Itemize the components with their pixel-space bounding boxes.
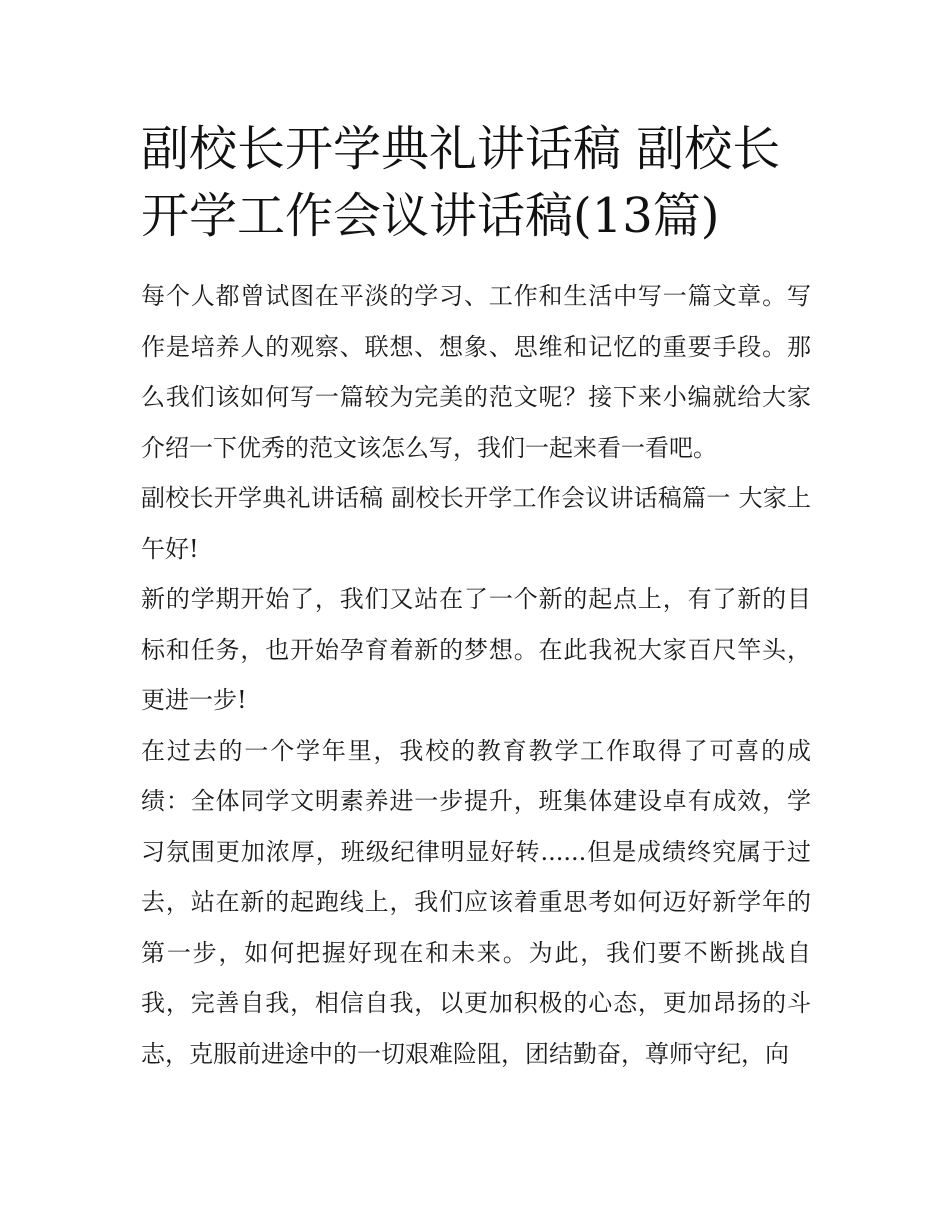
body-paragraph: 新的学期开始了，我们又站在了一个新的起点上，有了新的目标和任务，也开始孕育着新的梦想。在此我祝大家百尺竿头，更进一步! xyxy=(141,585,811,714)
section-heading-paragraph: 副校长开学典礼讲话稿 副校长开学工作会议讲话稿篇一 大家上午好! xyxy=(141,484,811,563)
document-body xyxy=(141,116,811,1079)
document-title: 副校长开学典礼讲话稿 副校长开学工作会议讲话稿(13篇) xyxy=(141,121,781,244)
intro-paragraph: 每个人都曾试图在平淡的学习、工作和生活中写一篇文章。写作是培养人的观察、联想、想象、思维和记忆的重要手段。那么我们该如何写一篇较为完美的范文呢？接下来小编就给大家介绍一下优秀的范文该怎么写，我们一起来看一看吧。 xyxy=(141,282,811,462)
body-paragraph: 在过去的一个学年里，我校的教育教学工作取得了可喜的成绩：全体同学文明素养进一步提升，班集体建设卓有成效，学习氛围更加浓厚，班级纪律明显好转......但是成绩终究属于过去，站在新的起跑线上，我们应该着重思考如何迈好新学年的第一步，如何把握好现在和未来。为此，我们要不断挑战自我，完善自我，相信自我，以更加积极的心态，更加昂扬的斗志，克服前进途中的一切艰难险阻，团结勤奋，尊师守纪，向 xyxy=(141,736,811,1068)
